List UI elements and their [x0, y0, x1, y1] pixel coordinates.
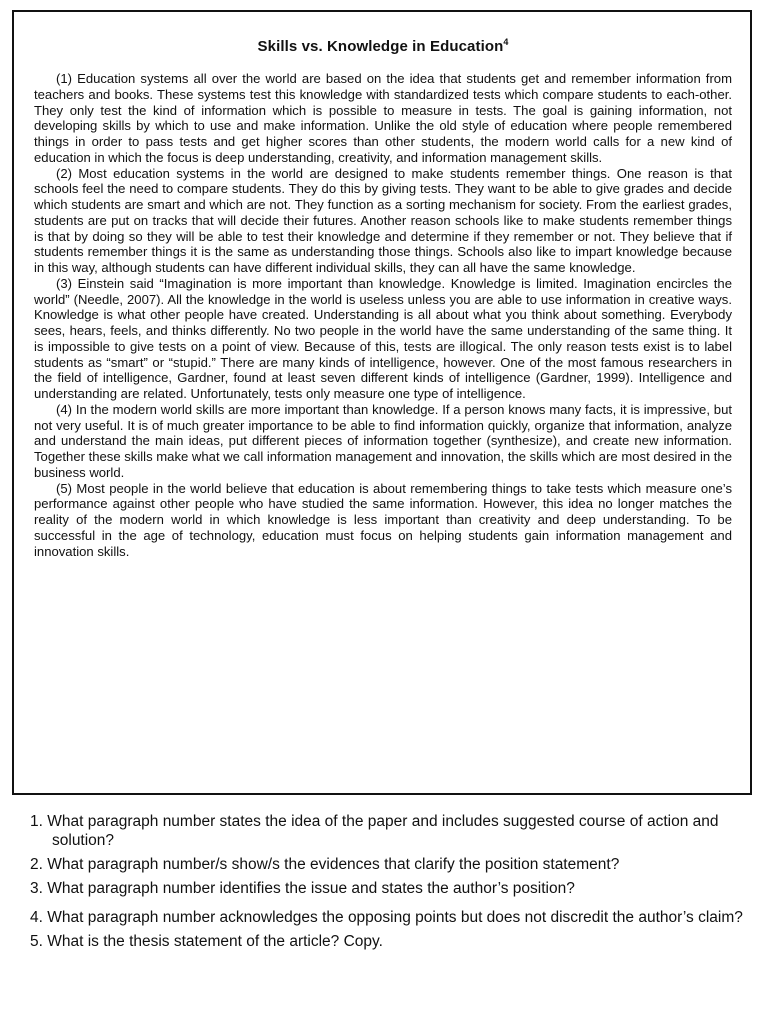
- paragraph-2: (2) Most education systems in the world are designed to make students remember things. One reason is that schools feel the need to compare students. They do this by giving tests. They want to be able to give grades and decide which students are smart and which are not. They function as a sorting mechanism for society. From the earliest grades, students are put on tracks that will decide their futures. Another reason schools like to make students remember things is that by doing so they will be able to test their knowledge and determine if they remember or not. They believe that if students remember things it is the same as understanding those things. Schools also like to impart knowledge because in this way, although students can have different individual skills, they can all have the same knowledge.: [34, 165, 732, 275]
- question-4: 4. What paragraph number acknowledges the opposing points but does not discredit the author’s claim?: [30, 909, 743, 926]
- paragraph-1: (1) Education systems all over the world are based on the idea that students get and remember information from teachers and books. These systems test this knowledge with standardized tests which compare students to each-other. They only test the kind of information which is possible to measure in tests. The goal is gaining information, not developing skills by which to use and make information. Unlike the old style of education where people remembered things in order to pass tests and get higher scores than other students, the modern world calls for a new kind of education in which the focus is deep understanding, creativity, and information management skills.: [34, 71, 732, 165]
- question-5: 5. What is the thesis statement of the article? Copy.: [30, 933, 383, 950]
- question-3: 3. What paragraph number identifies the issue and states the author’s position?: [30, 880, 575, 897]
- question-2: 2. What paragraph number/s show/s the evidences that clarify the position statement?: [30, 856, 620, 873]
- article-box: [12, 10, 752, 795]
- paragraph-3: (3) Einstein said “Imagination is more important than knowledge. Knowledge is limited. Imagination encircles the world” (Needle, 2007). All the knowledge in the world is useless unless you are able to use information in creative ways. Knowledge is what other people have created. Understanding is all about what you think about something. Everybody sees, hears, feels, and thinks differently. No two people in the world have the same understanding of the same thing. It is impossible to give tests on a point of view. Because of this, tests are illogical. The only reason tests exist is to label students as “smart” or “stupid.” There are many kinds of intelligence, however. One of the most famous researchers in the field of intelligence, Gardner, found at least seven different kinds of intelligence (Gardner, 1999). Intelligence and understanding are related. Unfortunately, tests only measure one type of intelligence.: [34, 275, 732, 401]
- article-title: [34, 37, 732, 55]
- footnote-mark: 4: [503, 37, 509, 47]
- question-1: 1. What paragraph number states the idea of the paper and includes suggested course of action and solution?: [30, 813, 719, 849]
- article-title-text: Skills vs. Knowledge in Education: [257, 38, 504, 55]
- question-list: [30, 812, 750, 951]
- paragraph-4: (4) In the modern world skills are more important than knowledge. If a person knows many facts, it is impressive, but not very useful. It is of much greater importance to be able to find information quickly, organize that information, analyze and understand the main ideas, put different pieces of information together (synthesize), and create new information. Together these skills make what we call information management and innovation, the skills which are most desired in the business world.: [34, 401, 732, 480]
- paragraph-5: (5) Most people in the world believe that education is about remembering things to take tests which measure one’s performance against other people who have studied the same information. However, this idea no longer matches the reality of the modern world in which knowledge is less important than creativity and deep understanding. To be successful in the age of technology, education must focus on helping students gain information management and innovation skills.: [34, 480, 732, 559]
